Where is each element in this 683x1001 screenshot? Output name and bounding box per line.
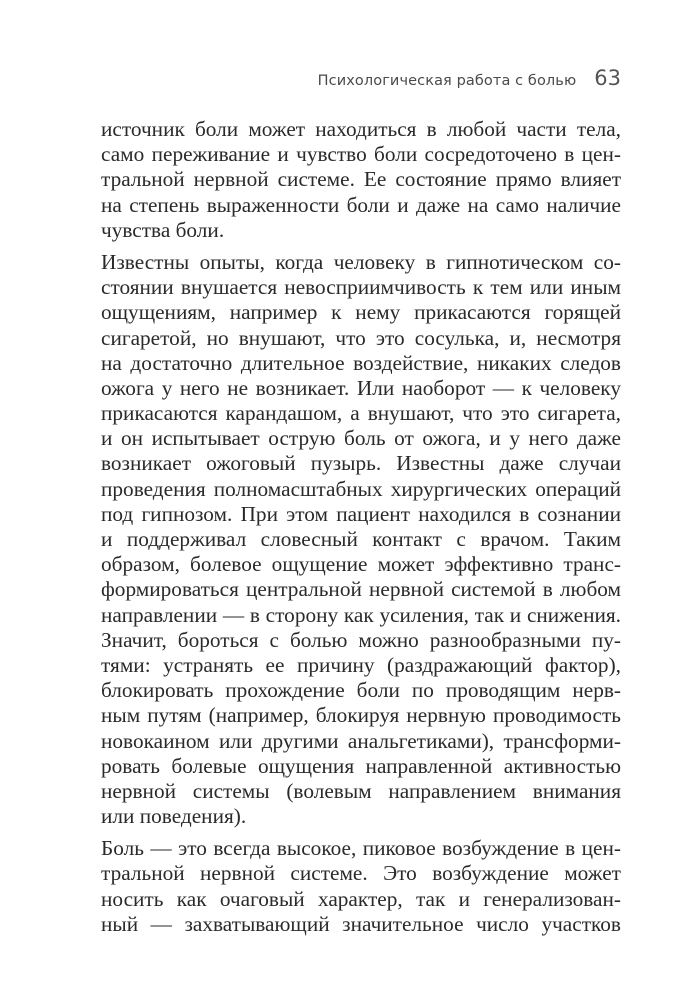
text-line: Значит, бороться с болью можно разнообразными пу- xyxy=(101,627,621,652)
text-line: тральной нервной системе. Ее состояние прямо влияет xyxy=(101,167,621,192)
text-line: ровать болевые ощущения направленной активностью xyxy=(101,753,621,778)
text-line: ощущениям, например к нему прикасаются горящей xyxy=(101,300,621,325)
text-line: блокировать прохождение боли по проводящим нерв- xyxy=(101,678,621,703)
page-number: 63 xyxy=(594,66,621,90)
text-line: на степень выраженности боли и даже на само наличие xyxy=(101,192,621,217)
paragraph xyxy=(101,836,621,937)
text-line: тями: устранять ее причину (раздражающий фактор), xyxy=(101,652,621,677)
paragraph xyxy=(101,117,621,243)
text-line: и он испытывает острую боль от ожога, и у него даже xyxy=(101,426,621,451)
text-line: тральной нервной системе. Это возбуждение может xyxy=(101,861,621,886)
text-line: проведения полномасштабных хирургических операций xyxy=(101,476,621,501)
text-line: стоянии внушается невосприимчивость к тем или иным xyxy=(101,275,621,300)
text-line: и поддерживал словесный контакт с врачом. Таким xyxy=(101,527,621,551)
text-line: прикасаются карандашом, а внушают, что это сигарета, xyxy=(101,401,621,426)
text-line: образом, болевое ощущение может эффективно транс- xyxy=(101,552,621,577)
text-line: Известны опыты, когда человеку в гипнотическом со- xyxy=(101,249,621,274)
body-text xyxy=(101,117,621,944)
text-line: новокаином или другими анальгетиками), трансформи- xyxy=(101,728,621,753)
text-line: под гипнозом. При этом пациент находился в сознании xyxy=(101,501,621,526)
text-line: на достаточно длительное воздействие, никаких следов xyxy=(101,350,621,375)
text-line: возникает ожоговый пузырь. Известны даже случаи xyxy=(101,451,621,476)
text-line: или поведения). xyxy=(101,804,247,829)
text-line: сигаретой, но внушают, что это сосулька, и, несмотря xyxy=(101,325,621,350)
text-line: ный — захватывающий значительное число участков xyxy=(101,911,621,936)
text-line: ным путям (например, блокируя нервную проводимость xyxy=(101,703,621,728)
text-line: источник боли может находиться в любой части тела, xyxy=(101,117,621,141)
text-line: нервной системы (волевым направлением внимания xyxy=(101,778,621,803)
text-line: чувства боли. xyxy=(101,217,225,242)
text-line: носить как очаговый характер, так и генерализован- xyxy=(101,886,621,911)
text-line: направлении — в сторону как усиления, так и снижения. xyxy=(101,602,621,627)
text-line: само переживание и чувство боли сосредоточено в цен- xyxy=(101,142,621,167)
running-title: Психологическая работа с болью xyxy=(317,73,577,89)
text-line: формироваться центральной нервной системой в любом xyxy=(101,577,621,602)
running-header xyxy=(318,66,621,90)
text-line: Боль — это всегда высокое, пиковое возбуждение в цен- xyxy=(101,836,621,861)
paragraph xyxy=(101,250,621,829)
text-line: ожога у него не возникает. Или наоборот — к человеку xyxy=(101,375,621,400)
